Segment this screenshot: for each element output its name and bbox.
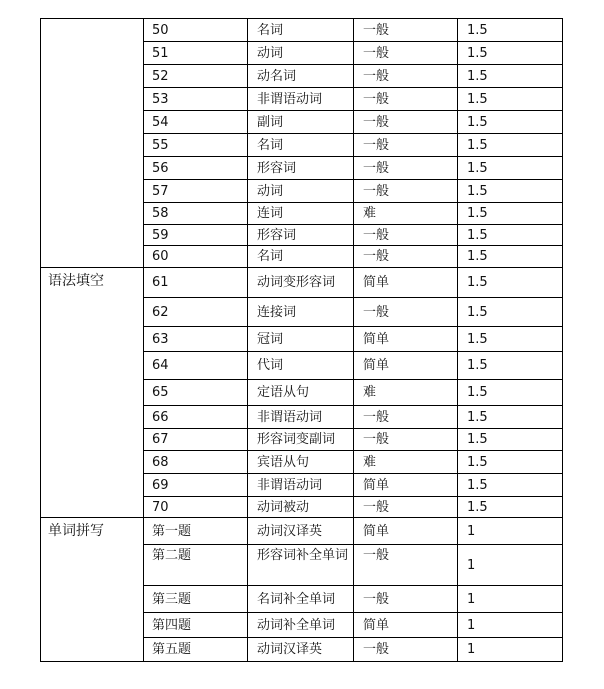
difficulty: 一般 [354, 586, 458, 613]
score: 1.5 [458, 19, 563, 42]
question-type: 连词 [248, 203, 354, 225]
section-cell [41, 19, 144, 268]
difficulty: 一般 [354, 42, 458, 65]
question-type: 冠词 [248, 327, 354, 352]
question-type: 名词 [248, 246, 354, 268]
table-row [41, 518, 563, 545]
difficulty: 一般 [354, 180, 458, 203]
question-type: 动词被动 [248, 497, 354, 518]
difficulty: 难 [354, 380, 458, 406]
score: 1.5 [458, 268, 563, 298]
question-number: 57 [144, 180, 248, 203]
score: 1.5 [458, 429, 563, 451]
score: 1.5 [458, 380, 563, 406]
score: 1.5 [458, 111, 563, 134]
question-type: 动名词 [248, 65, 354, 88]
score: 1.5 [458, 246, 563, 268]
question-number: 第四题 [144, 613, 248, 638]
question-number: 53 [144, 88, 248, 111]
difficulty: 一般 [354, 246, 458, 268]
difficulty: 简单 [354, 474, 458, 497]
question-number: 第二题 [144, 545, 248, 586]
question-type: 动词变形容词 [248, 268, 354, 298]
difficulty: 一般 [354, 497, 458, 518]
difficulty: 一般 [354, 88, 458, 111]
difficulty: 一般 [354, 111, 458, 134]
question-table [40, 18, 563, 662]
question-type: 连接词 [248, 298, 354, 327]
question-type: 定语从句 [248, 380, 354, 406]
table-row [41, 19, 563, 42]
difficulty: 一般 [354, 406, 458, 429]
question-number: 第一题 [144, 518, 248, 545]
score: 1.5 [458, 134, 563, 157]
question-type: 名词 [248, 134, 354, 157]
question-type: 形容词变副词 [248, 429, 354, 451]
question-number: 61 [144, 268, 248, 298]
question-number: 68 [144, 451, 248, 474]
question-number: 51 [144, 42, 248, 65]
score: 1.5 [458, 451, 563, 474]
difficulty: 一般 [354, 638, 458, 662]
question-number: 56 [144, 157, 248, 180]
difficulty: 简单 [354, 352, 458, 380]
question-type: 非谓语动词 [248, 406, 354, 429]
score: 1.5 [458, 406, 563, 429]
question-type: 副词 [248, 111, 354, 134]
difficulty: 一般 [354, 134, 458, 157]
difficulty: 一般 [354, 65, 458, 88]
table-row [41, 268, 563, 298]
question-number: 60 [144, 246, 248, 268]
score: 1.5 [458, 327, 563, 352]
question-number: 69 [144, 474, 248, 497]
question-number: 70 [144, 497, 248, 518]
score: 1.5 [458, 88, 563, 111]
question-type: 动词 [248, 42, 354, 65]
score: 1 [458, 586, 563, 613]
score: 1 [458, 613, 563, 638]
difficulty: 简单 [354, 613, 458, 638]
difficulty: 难 [354, 203, 458, 225]
difficulty: 一般 [354, 429, 458, 451]
score: 1.5 [458, 157, 563, 180]
score: 1.5 [458, 225, 563, 246]
question-number: 64 [144, 352, 248, 380]
difficulty: 一般 [354, 545, 458, 586]
question-type: 宾语从句 [248, 451, 354, 474]
question-number: 66 [144, 406, 248, 429]
question-number: 52 [144, 65, 248, 88]
question-number: 59 [144, 225, 248, 246]
question-type: 非谓语动词 [248, 474, 354, 497]
difficulty: 简单 [354, 518, 458, 545]
score: 1.5 [458, 42, 563, 65]
question-number: 第五题 [144, 638, 248, 662]
score: 1.5 [458, 298, 563, 327]
question-type: 形容词 [248, 157, 354, 180]
difficulty: 一般 [354, 298, 458, 327]
question-number: 62 [144, 298, 248, 327]
question-type: 动词汉译英 [248, 638, 354, 662]
difficulty: 一般 [354, 19, 458, 42]
score: 1.5 [458, 352, 563, 380]
question-number: 第三题 [144, 586, 248, 613]
question-number: 63 [144, 327, 248, 352]
question-number: 58 [144, 203, 248, 225]
section-cell: 语法填空 [41, 268, 144, 518]
score: 1 [458, 545, 563, 586]
score: 1.5 [458, 180, 563, 203]
question-type: 动词 [248, 180, 354, 203]
question-type: 形容词 [248, 225, 354, 246]
difficulty: 简单 [354, 327, 458, 352]
question-number: 54 [144, 111, 248, 134]
question-type: 形容词补全单词 [248, 545, 354, 586]
score: 1.5 [458, 497, 563, 518]
difficulty: 简单 [354, 268, 458, 298]
question-number: 55 [144, 134, 248, 157]
score: 1.5 [458, 474, 563, 497]
score: 1.5 [458, 203, 563, 225]
section-cell: 单词拼写 [41, 518, 144, 662]
score: 1 [458, 638, 563, 662]
question-type: 名词 [248, 19, 354, 42]
question-type: 名词补全单词 [248, 586, 354, 613]
difficulty: 一般 [354, 225, 458, 246]
score: 1.5 [458, 65, 563, 88]
question-type: 动词汉译英 [248, 518, 354, 545]
question-type: 动词补全单词 [248, 613, 354, 638]
question-number: 65 [144, 380, 248, 406]
question-type: 非谓语动词 [248, 88, 354, 111]
score: 1 [458, 518, 563, 545]
question-type: 代词 [248, 352, 354, 380]
difficulty: 一般 [354, 157, 458, 180]
question-number: 67 [144, 429, 248, 451]
question-number: 50 [144, 19, 248, 42]
difficulty: 难 [354, 451, 458, 474]
